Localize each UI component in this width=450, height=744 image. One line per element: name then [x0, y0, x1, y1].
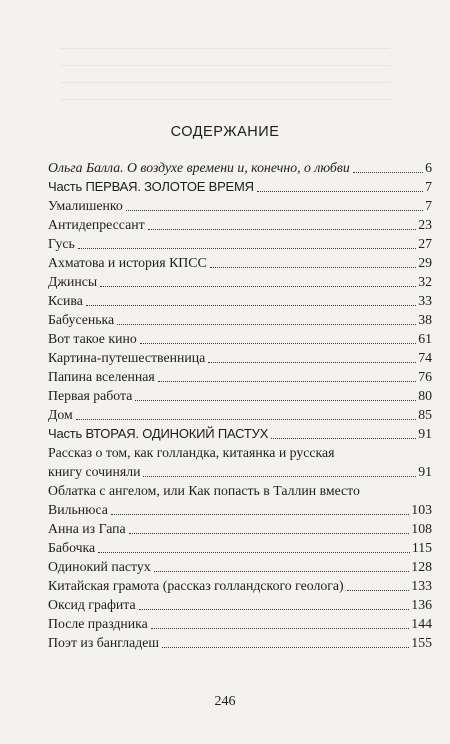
toc-entry-page: 91 — [418, 464, 432, 479]
toc-entry-page: 108 — [411, 521, 432, 536]
toc-entry-title: Гусь — [48, 236, 75, 251]
toc-entry-title: Китайская грамота (рассказ голландского геолога) — [48, 578, 344, 593]
dot-leader — [100, 286, 416, 287]
toc-entry-page: 85 — [418, 407, 432, 422]
toc-entry-title: Вот такое кино — [48, 331, 137, 346]
toc-entry — [48, 557, 432, 576]
toc-entry-page: 103 — [411, 502, 432, 517]
toc-part-one — [48, 177, 432, 196]
toc-entry — [48, 215, 432, 234]
toc-entry-page: 74 — [418, 350, 432, 365]
dot-leader — [111, 514, 409, 515]
toc-entry — [48, 576, 432, 595]
toc-entry-title: Анна из Гапа — [48, 521, 126, 536]
dot-leader — [148, 229, 417, 230]
dot-leader — [158, 381, 416, 382]
toc-entry — [48, 348, 432, 367]
dot-leader — [257, 191, 423, 192]
toc-entry-foreword — [48, 158, 432, 177]
toc-entry-title: Поэт из бангладеш — [48, 635, 159, 650]
toc-entry-title: Облатка с ангелом, или Как попасть в Таллин вместо — [48, 483, 360, 498]
toc-entry — [48, 253, 432, 272]
toc-entry-title: Ахматова и история КПСС — [48, 255, 207, 270]
toc-entry-title: Дом — [48, 407, 73, 422]
toc-entry-title: Умалишенко — [48, 198, 123, 213]
toc-entry-title: Ольга Балла. О воздухе времени и, конечно, о любви — [48, 160, 350, 175]
toc-entry — [48, 234, 432, 253]
toc-entry-page: 61 — [418, 331, 432, 346]
toc-entry — [48, 310, 432, 329]
dot-leader — [139, 609, 410, 610]
toc-entry-page: 144 — [411, 616, 432, 631]
toc-entry — [48, 481, 432, 519]
dot-leader — [126, 210, 423, 211]
toc-entry-page: 80 — [418, 388, 432, 403]
toc-entry — [48, 386, 432, 405]
toc-entry — [48, 443, 432, 481]
toc-entry — [48, 291, 432, 310]
toc-entry-page: 27 — [418, 236, 432, 251]
toc-entry — [48, 614, 432, 633]
dot-leader — [98, 552, 410, 553]
dot-leader — [135, 400, 416, 401]
toc-entry-title: Антидепрессант — [48, 217, 145, 232]
toc-entry-title-continued: Вильнюса — [48, 502, 108, 517]
toc-entry-page: 155 — [411, 635, 432, 650]
toc-entry-page: 33 — [418, 293, 432, 308]
toc-entry-page: 91 — [418, 426, 432, 441]
toc-entry-page: 7 — [425, 179, 432, 194]
dot-leader — [154, 571, 410, 572]
toc-entry-page: 38 — [418, 312, 432, 327]
toc-entry-page: 128 — [411, 559, 432, 574]
dot-leader — [347, 590, 410, 591]
toc-entry-page: 7 — [425, 198, 432, 213]
dot-leader — [162, 647, 409, 648]
toc-entry-title: Первая работа — [48, 388, 133, 403]
toc-entry-title: Оксид графита — [48, 597, 136, 612]
dot-leader — [129, 533, 410, 534]
toc-entry — [48, 519, 432, 538]
toc-entry-page: 133 — [411, 578, 432, 593]
show-through-text — [60, 40, 390, 110]
toc-entry-title: Часть ВТОРАЯ. ОДИНОКИЙ ПАСТУХ — [48, 426, 269, 441]
toc-entry — [48, 633, 432, 652]
toc-entry — [48, 367, 432, 386]
dot-leader — [143, 476, 416, 477]
dot-leader — [86, 305, 416, 306]
dot-leader — [76, 419, 416, 420]
toc-entry-title: Бабочка — [48, 540, 96, 555]
toc-entry-title: Одинокий пастух — [48, 559, 151, 574]
dot-leader — [151, 628, 409, 629]
toc-part-two — [48, 424, 432, 443]
dot-leader — [208, 362, 416, 363]
toc-entry-title: Бабусенька — [48, 312, 115, 327]
toc-entry-title: Ксива — [48, 293, 83, 308]
toc-entry-page: 23 — [418, 217, 432, 232]
dot-leader — [210, 267, 417, 268]
dot-leader — [78, 248, 416, 249]
dot-leader — [353, 172, 423, 173]
toc-entry-page: 6 — [425, 160, 432, 175]
dot-leader — [271, 438, 416, 439]
table-of-contents — [48, 158, 432, 652]
toc-entry-title: Рассказ о том, как голландка, китаянка и русская — [48, 445, 335, 460]
toc-entry-page: 136 — [411, 597, 432, 612]
toc-entry-title: Картина-путешественница — [48, 350, 206, 365]
toc-entry-title: Джинсы — [48, 274, 98, 289]
toc-entry-page: 29 — [418, 255, 432, 270]
toc-entry-title-continued: книгу сочиняли — [48, 464, 141, 479]
page-number: 246 — [214, 694, 236, 709]
toc-entry — [48, 595, 432, 614]
toc-entry — [48, 272, 432, 291]
toc-entry-title: Папина вселенная — [48, 369, 155, 384]
toc-entry-page: 115 — [411, 540, 432, 555]
toc-entry-page: 76 — [418, 369, 432, 384]
toc-entry-page: 32 — [418, 274, 432, 289]
dot-leader — [140, 343, 416, 344]
toc-entry — [48, 329, 432, 348]
dot-leader — [117, 324, 416, 325]
toc-entry-title: После праздника — [48, 616, 148, 631]
toc-entry — [48, 196, 432, 215]
toc-entry — [48, 405, 432, 424]
toc-entry-title: Часть ПЕРВАЯ. ЗОЛОТОЕ ВРЕМЯ — [48, 179, 254, 194]
page-title: СОДЕРЖАНИЕ — [170, 124, 280, 140]
toc-entry — [48, 538, 432, 557]
